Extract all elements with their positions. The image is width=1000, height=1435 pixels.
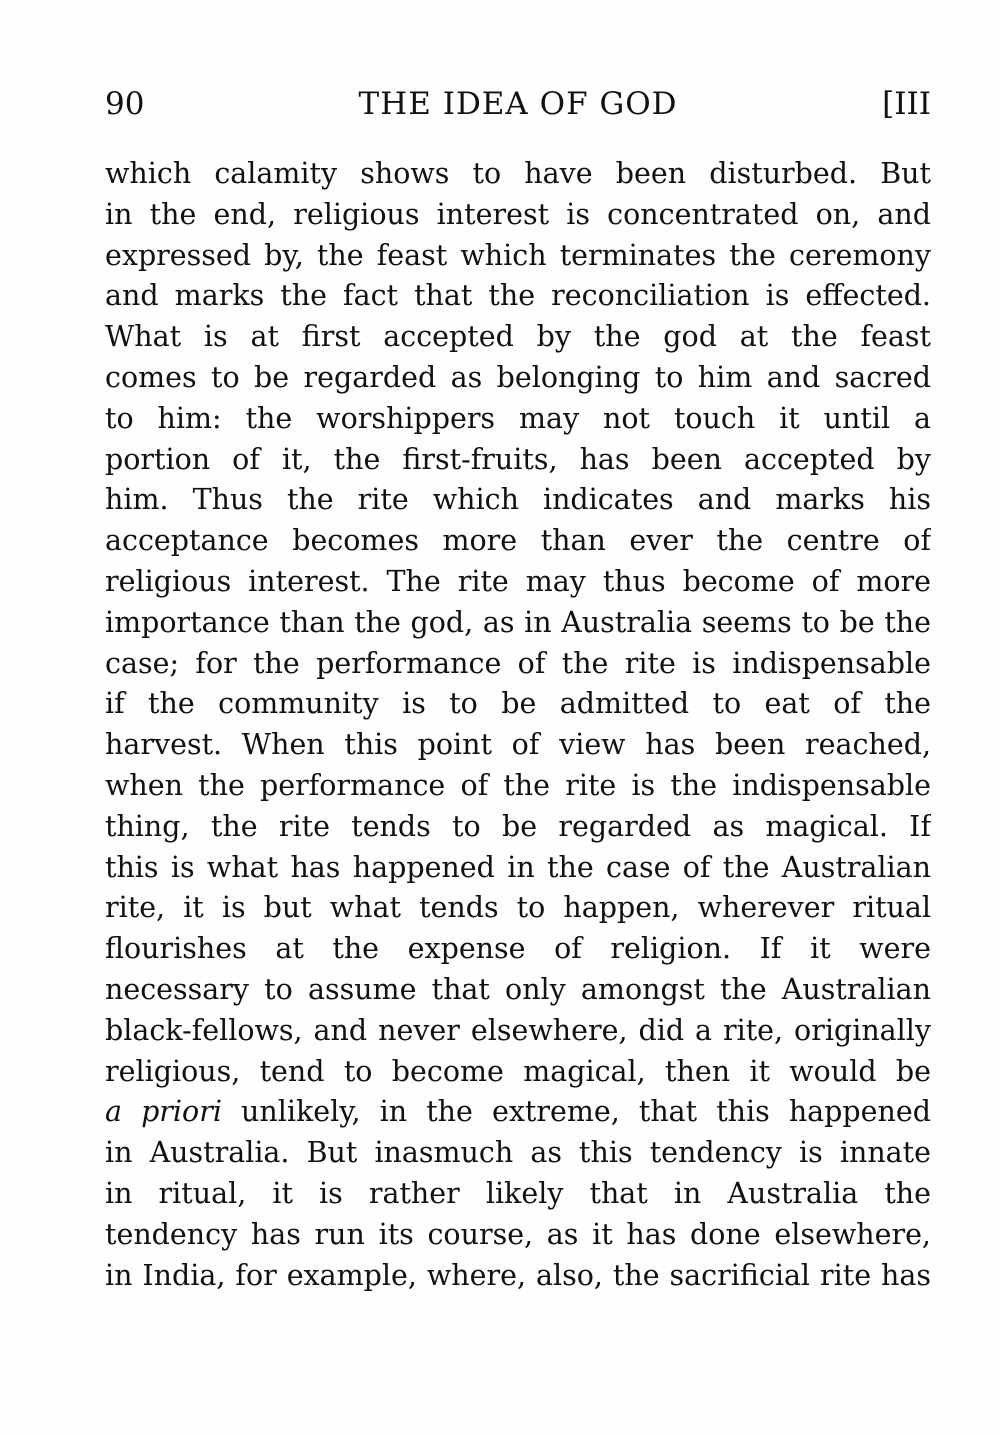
text-line: to him: the worshippers may not touch it until a [105, 401, 931, 435]
running-title: THE IDEA OF GOD [358, 86, 678, 122]
text-line: comes to be regarded as belonging to him and sacred [105, 360, 931, 394]
text-line: flourishes at the expense of religion. If it were [105, 932, 931, 966]
text-line: acceptance becomes more than ever the centre of [105, 524, 931, 558]
text-line: thing, the rite tends to be regarded as magical. If [105, 809, 931, 843]
text-line: religious, tend to become magical, then it would be [105, 1054, 931, 1088]
text-line-with-italic [105, 1092, 931, 1133]
text-line: rite, it is but what tends to happen, wherever ritual [105, 891, 931, 925]
text-line: black-fellows, and never elsewhere, did a rite, originally [105, 1013, 931, 1047]
italic-phrase: a priori [105, 1095, 222, 1129]
text-line: portion of it, the first-fruits, has been accepted by [105, 442, 931, 476]
text-line: expressed by, the feast which terminates the ceremony [105, 238, 931, 272]
text-line: in India, for example, where, also, the sacrificial rite has [105, 1258, 931, 1292]
text-line: necessary to assume that only amongst the Australian [105, 972, 931, 1006]
text-line: this is what has happened in the case of the Australian [105, 850, 931, 884]
text-line: importance than the god, as in Australia seems to be the [105, 605, 931, 639]
page-number: 90 [105, 86, 145, 122]
text-line: and marks the fact that the reconciliation is effected. [105, 279, 931, 313]
text-line: which calamity shows to have been disturbed. But [105, 157, 931, 190]
body-text [105, 154, 931, 1296]
text-line: in ritual, it is rather likely that in Australia the [105, 1176, 931, 1210]
running-head [105, 82, 931, 126]
text-line: when the performance of the rite is the indispensable [105, 768, 931, 802]
text-line: What is at first accepted by the god at the feast [105, 320, 931, 354]
text-line: religious interest. The rite may thus become of more [105, 564, 931, 598]
line-continuation: unlikely, in the extreme, that this happened [221, 1095, 931, 1129]
text-line: if the community is to be admitted to eat of the [105, 687, 931, 721]
text-line: in Australia. But inasmuch as this tendency is innate [105, 1136, 931, 1170]
text-line: him. Thus the rite which indicates and marks his [105, 483, 931, 517]
text-line: harvest. When this point of view has been reached, [105, 728, 931, 762]
chapter-mark: [III [882, 86, 931, 122]
text-line: tendency has run its course, as it has done elsewhere, [105, 1217, 931, 1251]
text-line: in the end, religious interest is concentrated on, and [105, 197, 931, 231]
text-line: case; for the performance of the rite is indispensable [105, 646, 931, 680]
